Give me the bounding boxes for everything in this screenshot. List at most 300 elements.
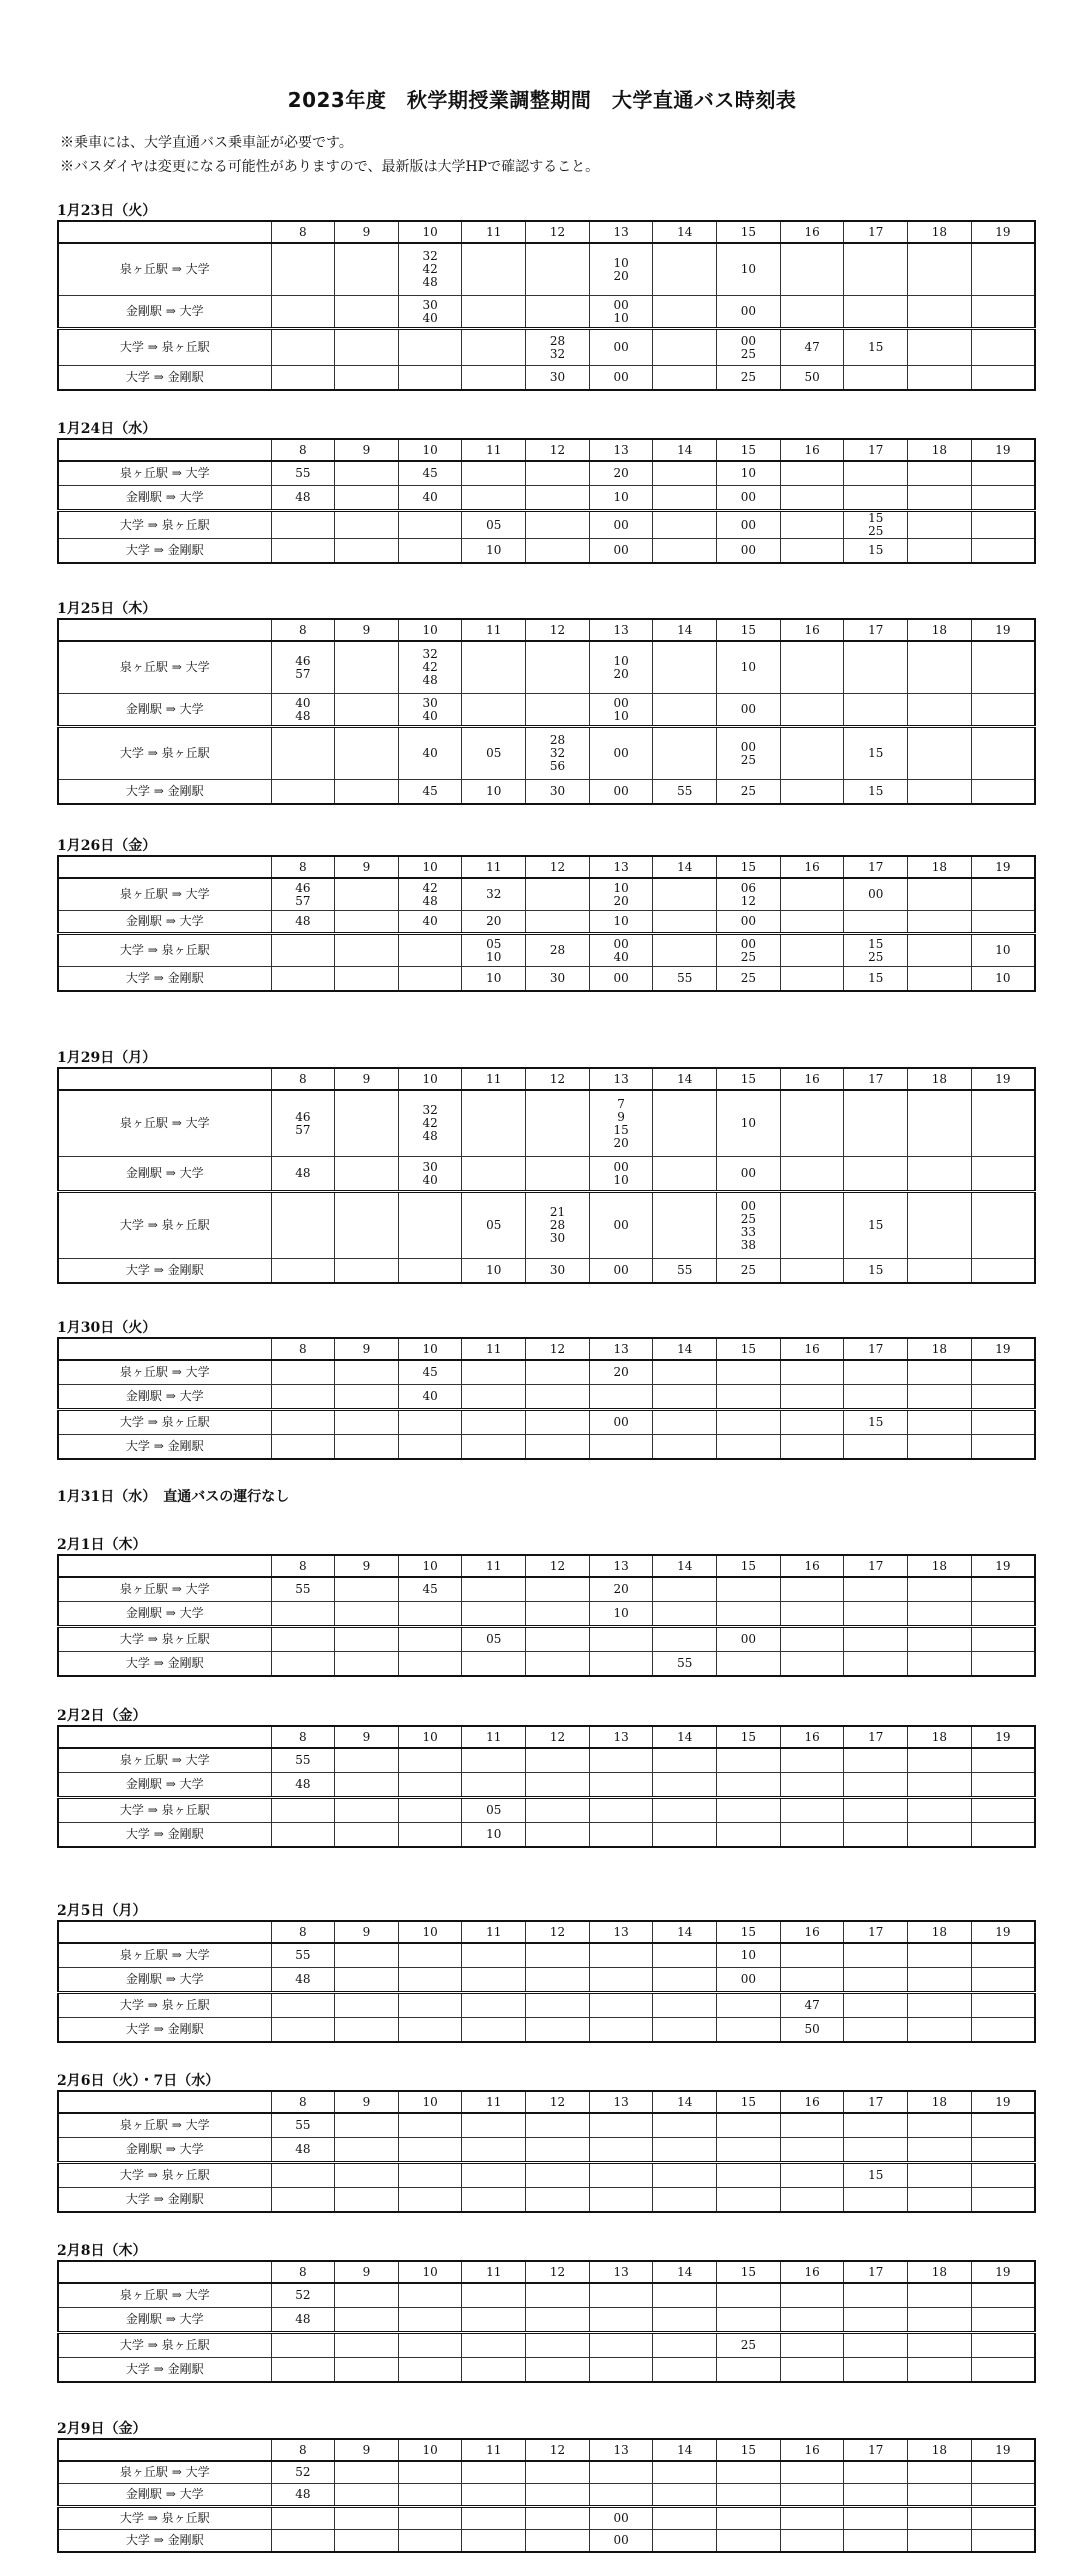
departure-minutes-cell	[971, 1090, 1035, 1157]
departure-minutes-cell	[971, 694, 1035, 727]
departure-minutes-cell	[908, 1410, 972, 1435]
departure-minutes-cell	[844, 366, 908, 391]
hour-header-cell: 12	[526, 1555, 590, 1577]
departure-minutes-cell	[653, 1410, 717, 1435]
departure-minutes-cell	[335, 967, 399, 992]
departure-minutes-cell	[908, 1627, 972, 1652]
hour-header-cell: 14	[653, 2439, 717, 2461]
hour-header-cell: 11	[462, 221, 526, 243]
hour-header-cell: 9	[335, 1555, 399, 1577]
departure-minutes-cell	[398, 1627, 462, 1652]
departure-minutes-cell	[780, 1748, 844, 1773]
hour-header-cell: 11	[462, 2091, 526, 2113]
departure-minutes-cell	[717, 2358, 781, 2383]
hour-header-cell: 17	[844, 1555, 908, 1577]
departure-minutes-cell	[844, 1090, 908, 1157]
timetable	[57, 1554, 1036, 1677]
hour-header-cell: 16	[780, 1068, 844, 1090]
hour-header-cell: 10	[398, 1338, 462, 1360]
departure-minutes-cell	[271, 2188, 335, 2213]
departure-minutes-cell: 55	[653, 1259, 717, 1284]
departure-minutes-cell: 15 25	[844, 934, 908, 967]
hour-header-cell: 11	[462, 1921, 526, 1943]
departure-minutes-cell	[462, 1410, 526, 1435]
departure-minutes-cell	[335, 1385, 399, 1410]
hour-header-cell: 16	[780, 1555, 844, 1577]
departure-minutes-cell: 05 10	[462, 934, 526, 967]
departure-minutes-cell	[971, 2530, 1035, 2553]
departure-minutes-cell	[398, 2333, 462, 2358]
departure-minutes-cell	[462, 641, 526, 694]
departure-minutes-cell	[335, 780, 399, 805]
departure-minutes-cell	[271, 1410, 335, 1435]
departure-minutes-cell	[844, 2188, 908, 2213]
departure-minutes-cell: 40	[398, 727, 462, 780]
hour-header-cell: 16	[780, 2439, 844, 2461]
departure-minutes-cell	[653, 329, 717, 366]
departure-minutes-cell: 00	[717, 911, 781, 934]
hour-header-cell: 14	[653, 439, 717, 461]
departure-minutes-cell	[462, 1577, 526, 1602]
hour-header-cell: 17	[844, 1726, 908, 1748]
timetable-grid	[57, 438, 1036, 564]
departure-minutes-cell: 42 48	[398, 878, 462, 911]
departure-minutes-cell	[589, 2138, 653, 2163]
departure-minutes-cell: 15	[844, 329, 908, 366]
departure-minutes-cell	[335, 366, 399, 391]
departure-minutes-cell	[844, 641, 908, 694]
departure-minutes-cell	[526, 1943, 590, 1968]
departure-minutes-cell	[780, 934, 844, 967]
departure-minutes-cell	[717, 2018, 781, 2043]
departure-minutes-cell	[908, 967, 972, 992]
timetable-date-title: 2月1日（木）	[57, 1537, 147, 1553]
departure-minutes-cell	[335, 1748, 399, 1773]
departure-minutes-cell	[971, 1157, 1035, 1192]
hour-header-cell: 16	[780, 1338, 844, 1360]
departure-minutes-cell	[526, 1385, 590, 1410]
hour-header-cell: 19	[971, 2091, 1035, 2113]
hour-header-cell: 14	[653, 1555, 717, 1577]
departure-minutes-cell	[526, 2188, 590, 2213]
departure-minutes-cell: 32 42 48	[398, 1090, 462, 1157]
hour-header-row	[58, 1068, 1035, 1090]
departure-minutes-cell: 00	[589, 2507, 653, 2530]
departure-minutes-cell: 52	[271, 2283, 335, 2308]
departure-minutes-cell: 10	[971, 934, 1035, 967]
hour-header-cell: 19	[971, 439, 1035, 461]
departure-minutes-cell: 20	[589, 1577, 653, 1602]
departure-minutes-cell	[526, 2138, 590, 2163]
departure-minutes-cell	[526, 641, 590, 694]
departure-minutes-cell	[398, 1652, 462, 1677]
route-row	[58, 243, 1035, 296]
departure-minutes-cell	[717, 1360, 781, 1385]
departure-minutes-cell	[780, 2484, 844, 2507]
departure-minutes-cell	[717, 2507, 781, 2530]
header-corner-cell	[58, 1338, 271, 1360]
route-row	[58, 1748, 1035, 1773]
timetable-grid	[57, 220, 1036, 391]
departure-minutes-cell	[971, 1943, 1035, 1968]
departure-minutes-cell	[526, 1823, 590, 1848]
departure-minutes-cell	[780, 1435, 844, 1460]
departure-minutes-cell	[271, 366, 335, 391]
departure-minutes-cell	[653, 486, 717, 511]
departure-minutes-cell	[971, 1577, 1035, 1602]
departure-minutes-cell	[335, 1157, 399, 1192]
hour-header-cell: 15	[717, 2261, 781, 2283]
departure-minutes-cell: 00	[717, 511, 781, 539]
timetable-grid	[57, 2438, 1036, 2553]
departure-minutes-cell: 47	[780, 329, 844, 366]
departure-minutes-cell	[462, 1435, 526, 1460]
departure-minutes-cell: 00	[589, 1192, 653, 1259]
route-row	[58, 1259, 1035, 1284]
departure-minutes-cell	[271, 511, 335, 539]
route-row	[58, 1385, 1035, 1410]
departure-minutes-cell: 15	[844, 539, 908, 564]
departure-minutes-cell	[971, 1385, 1035, 1410]
departure-minutes-cell: 46 57	[271, 1090, 335, 1157]
departure-minutes-cell	[717, 1823, 781, 1848]
departure-minutes-cell	[271, 1360, 335, 1385]
route-label: 大学 ⇒ 金剛駅	[58, 1823, 271, 1848]
departure-minutes-cell	[908, 2018, 972, 2043]
departure-minutes-cell: 48	[271, 911, 335, 934]
departure-minutes-cell	[908, 1090, 972, 1157]
departure-minutes-cell	[335, 2113, 399, 2138]
departure-minutes-cell	[908, 934, 972, 967]
timetable-grid	[57, 1920, 1036, 2043]
hour-header-cell: 18	[908, 2091, 972, 2113]
departure-minutes-cell	[335, 243, 399, 296]
departure-minutes-cell	[653, 1435, 717, 1460]
departure-minutes-cell	[844, 2333, 908, 2358]
timetable-date-title: 2月5日（月）	[57, 1903, 147, 1919]
departure-minutes-cell	[653, 539, 717, 564]
hour-header-cell: 13	[589, 1555, 653, 1577]
hour-header-cell: 16	[780, 856, 844, 878]
departure-minutes-cell	[653, 1968, 717, 1993]
departure-minutes-cell: 21 28 30	[526, 1192, 590, 1259]
departure-minutes-cell	[526, 296, 590, 329]
hour-header-cell: 15	[717, 1726, 781, 1748]
departure-minutes-cell: 10	[462, 967, 526, 992]
timetable	[57, 1920, 1036, 2043]
route-label: 金剛駅 ⇒ 大学	[58, 694, 271, 727]
route-label: 大学 ⇒ 泉ヶ丘駅	[58, 2507, 271, 2530]
hour-header-cell: 10	[398, 856, 462, 878]
departure-minutes-cell	[398, 2113, 462, 2138]
departure-minutes-cell	[462, 2333, 526, 2358]
departure-minutes-cell	[335, 878, 399, 911]
departure-minutes-cell: 00	[589, 329, 653, 366]
departure-minutes-cell: 20	[589, 1360, 653, 1385]
departure-minutes-cell	[653, 911, 717, 934]
departure-minutes-cell	[398, 2507, 462, 2530]
departure-minutes-cell	[653, 1798, 717, 1823]
hour-header-cell: 16	[780, 221, 844, 243]
hour-header-cell: 15	[717, 619, 781, 641]
departure-minutes-cell	[271, 1385, 335, 1410]
departure-minutes-cell	[717, 1410, 781, 1435]
departure-minutes-cell	[844, 1360, 908, 1385]
departure-minutes-cell: 46 57	[271, 641, 335, 694]
departure-minutes-cell	[398, 2461, 462, 2484]
departure-minutes-cell	[780, 2461, 844, 2484]
departure-minutes-cell: 00	[717, 694, 781, 727]
departure-minutes-cell	[526, 1602, 590, 1627]
departure-minutes-cell	[398, 511, 462, 539]
departure-minutes-cell	[271, 296, 335, 329]
hour-header-cell: 8	[271, 2439, 335, 2461]
departure-minutes-cell	[653, 243, 717, 296]
departure-minutes-cell	[844, 2308, 908, 2333]
hour-header-cell: 19	[971, 619, 1035, 641]
departure-minutes-cell	[589, 2018, 653, 2043]
departure-minutes-cell	[717, 2283, 781, 2308]
departure-minutes-cell: 10	[589, 911, 653, 934]
departure-minutes-cell: 00	[717, 539, 781, 564]
hour-header-cell: 18	[908, 856, 972, 878]
timetable-date-title: 1月30日（火）	[57, 1320, 157, 1336]
departure-minutes-cell: 55	[271, 1748, 335, 1773]
hour-header-cell: 10	[398, 439, 462, 461]
departure-minutes-cell: 05	[462, 1192, 526, 1259]
departure-minutes-cell	[717, 1577, 781, 1602]
departure-minutes-cell	[398, 1748, 462, 1773]
departure-minutes-cell	[908, 727, 972, 780]
departure-minutes-cell	[462, 1157, 526, 1192]
departure-minutes-cell	[653, 461, 717, 486]
route-label: 金剛駅 ⇒ 大学	[58, 1602, 271, 1627]
departure-minutes-cell	[653, 2188, 717, 2213]
hour-header-row	[58, 2261, 1035, 2283]
hour-header-cell: 15	[717, 221, 781, 243]
route-row	[58, 727, 1035, 780]
departure-minutes-cell	[271, 967, 335, 992]
departure-minutes-cell	[271, 1823, 335, 1848]
departure-minutes-cell	[335, 511, 399, 539]
departure-minutes-cell	[844, 1652, 908, 1677]
hour-header-cell: 12	[526, 619, 590, 641]
departure-minutes-cell	[526, 1748, 590, 1773]
departure-minutes-cell	[335, 934, 399, 967]
route-label: 大学 ⇒ 泉ヶ丘駅	[58, 1993, 271, 2018]
departure-minutes-cell: 15	[844, 780, 908, 805]
route-label: 泉ヶ丘駅 ⇒ 大学	[58, 1090, 271, 1157]
departure-minutes-cell: 05	[462, 1798, 526, 1823]
route-row	[58, 694, 1035, 727]
departure-minutes-cell	[335, 1993, 399, 2018]
departure-minutes-cell	[844, 1157, 908, 1192]
departure-minutes-cell: 15	[844, 1410, 908, 1435]
departure-minutes-cell	[780, 641, 844, 694]
departure-minutes-cell	[398, 1968, 462, 1993]
departure-minutes-cell	[526, 2461, 590, 2484]
departure-minutes-cell: 00	[717, 1627, 781, 1652]
departure-minutes-cell: 10 20	[589, 641, 653, 694]
timetable	[57, 1337, 1036, 1460]
departure-minutes-cell	[780, 1823, 844, 1848]
route-row	[58, 296, 1035, 329]
departure-minutes-cell: 00	[589, 727, 653, 780]
hour-header-cell: 10	[398, 2261, 462, 2283]
departure-minutes-cell: 00	[589, 539, 653, 564]
timetable-grid	[57, 1725, 1036, 1848]
hour-header-cell: 10	[398, 1555, 462, 1577]
route-row	[58, 2308, 1035, 2333]
hour-header-cell: 17	[844, 221, 908, 243]
route-label: 大学 ⇒ 金剛駅	[58, 780, 271, 805]
departure-minutes-cell	[780, 1192, 844, 1259]
route-label: 大学 ⇒ 金剛駅	[58, 539, 271, 564]
departure-minutes-cell	[780, 2138, 844, 2163]
departure-minutes-cell	[271, 1259, 335, 1284]
departure-minutes-cell	[653, 1943, 717, 1968]
departure-minutes-cell	[271, 1435, 335, 1460]
departure-minutes-cell	[971, 780, 1035, 805]
timetable-date-title: 1月29日（月）	[57, 1050, 157, 1066]
departure-minutes-cell	[908, 1602, 972, 1627]
departure-minutes-cell: 10	[717, 641, 781, 694]
hour-header-cell: 11	[462, 856, 526, 878]
departure-minutes-cell	[780, 2530, 844, 2553]
route-label: 金剛駅 ⇒ 大学	[58, 1773, 271, 1798]
departure-minutes-cell	[780, 727, 844, 780]
departure-minutes-cell	[908, 2188, 972, 2213]
departure-minutes-cell	[335, 1968, 399, 1993]
departure-minutes-cell	[653, 1577, 717, 1602]
hour-header-row	[58, 439, 1035, 461]
departure-minutes-cell: 00 40	[589, 934, 653, 967]
header-corner-cell	[58, 1921, 271, 1943]
departure-minutes-cell	[971, 1360, 1035, 1385]
departure-minutes-cell	[589, 2484, 653, 2507]
hour-header-cell: 17	[844, 1068, 908, 1090]
departure-minutes-cell	[589, 2163, 653, 2188]
timetable-grid	[57, 2090, 1036, 2213]
departure-minutes-cell	[971, 539, 1035, 564]
departure-minutes-cell	[398, 934, 462, 967]
departure-minutes-cell	[971, 1748, 1035, 1773]
departure-minutes-cell: 00	[717, 296, 781, 329]
departure-minutes-cell	[717, 2113, 781, 2138]
hour-header-cell: 8	[271, 1338, 335, 1360]
departure-minutes-cell	[271, 2507, 335, 2530]
departure-minutes-cell	[971, 329, 1035, 366]
departure-minutes-cell	[653, 1627, 717, 1652]
departure-minutes-cell	[589, 1943, 653, 1968]
departure-minutes-cell	[653, 2461, 717, 2484]
route-label: 大学 ⇒ 泉ヶ丘駅	[58, 329, 271, 366]
departure-minutes-cell: 10	[717, 243, 781, 296]
departure-minutes-cell	[844, 2283, 908, 2308]
departure-minutes-cell	[844, 1385, 908, 1410]
departure-minutes-cell	[717, 2188, 781, 2213]
hour-header-cell: 13	[589, 2261, 653, 2283]
hour-header-cell: 15	[717, 1921, 781, 1943]
departure-minutes-cell	[908, 1652, 972, 1677]
hour-header-cell: 18	[908, 1555, 972, 1577]
route-row	[58, 1773, 1035, 1798]
departure-minutes-cell	[335, 1652, 399, 1677]
departure-minutes-cell	[908, 366, 972, 391]
hour-header-cell: 17	[844, 2439, 908, 2461]
timetable-date-title: 2月2日（金）	[57, 1708, 147, 1724]
departure-minutes-cell	[653, 1385, 717, 1410]
hour-header-cell: 15	[717, 2091, 781, 2113]
departure-minutes-cell	[526, 694, 590, 727]
departure-minutes-cell: 45	[398, 1360, 462, 1385]
departure-minutes-cell	[971, 1259, 1035, 1284]
departure-minutes-cell	[526, 2507, 590, 2530]
hour-header-cell: 10	[398, 619, 462, 641]
departure-minutes-cell	[780, 911, 844, 934]
route-label: 金剛駅 ⇒ 大学	[58, 2484, 271, 2507]
departure-minutes-cell	[908, 641, 972, 694]
departure-minutes-cell	[780, 486, 844, 511]
departure-minutes-cell	[335, 2283, 399, 2308]
header-corner-cell	[58, 2261, 271, 2283]
departure-minutes-cell	[335, 1360, 399, 1385]
departure-minutes-cell	[780, 1943, 844, 1968]
departure-minutes-cell	[908, 1385, 972, 1410]
departure-minutes-cell	[335, 1259, 399, 1284]
route-label: 金剛駅 ⇒ 大学	[58, 1385, 271, 1410]
route-row	[58, 1435, 1035, 1460]
departure-minutes-cell	[335, 2333, 399, 2358]
departure-minutes-cell	[526, 1627, 590, 1652]
departure-minutes-cell	[335, 694, 399, 727]
departure-minutes-cell: 00	[589, 2530, 653, 2553]
departure-minutes-cell	[271, 727, 335, 780]
hour-header-cell: 10	[398, 2091, 462, 2113]
departure-minutes-cell	[653, 366, 717, 391]
route-row	[58, 1192, 1035, 1259]
departure-minutes-cell	[717, 2308, 781, 2333]
hour-header-cell: 8	[271, 1068, 335, 1090]
departure-minutes-cell	[908, 878, 972, 911]
departure-minutes-cell	[908, 1773, 972, 1798]
departure-minutes-cell	[589, 1968, 653, 1993]
departure-minutes-cell	[780, 243, 844, 296]
hour-header-cell: 8	[271, 619, 335, 641]
hour-header-cell: 19	[971, 856, 1035, 878]
departure-minutes-cell	[971, 727, 1035, 780]
departure-minutes-cell: 28	[526, 934, 590, 967]
departure-minutes-cell	[335, 1192, 399, 1259]
departure-minutes-cell	[908, 1823, 972, 1848]
departure-minutes-cell: 28 32 56	[526, 727, 590, 780]
hour-header-cell: 13	[589, 619, 653, 641]
departure-minutes-cell	[335, 2163, 399, 2188]
departure-minutes-cell	[908, 1748, 972, 1773]
departure-minutes-cell: 10	[717, 1090, 781, 1157]
hour-header-cell: 9	[335, 2261, 399, 2283]
hour-header-cell: 11	[462, 1338, 526, 1360]
departure-minutes-cell	[653, 934, 717, 967]
hour-header-cell: 9	[335, 1726, 399, 1748]
departure-minutes-cell	[780, 2308, 844, 2333]
departure-minutes-cell	[844, 2138, 908, 2163]
hour-header-cell: 18	[908, 1921, 972, 1943]
departure-minutes-cell	[908, 539, 972, 564]
departure-minutes-cell	[971, 511, 1035, 539]
departure-minutes-cell	[653, 2530, 717, 2553]
departure-minutes-cell	[335, 2188, 399, 2213]
